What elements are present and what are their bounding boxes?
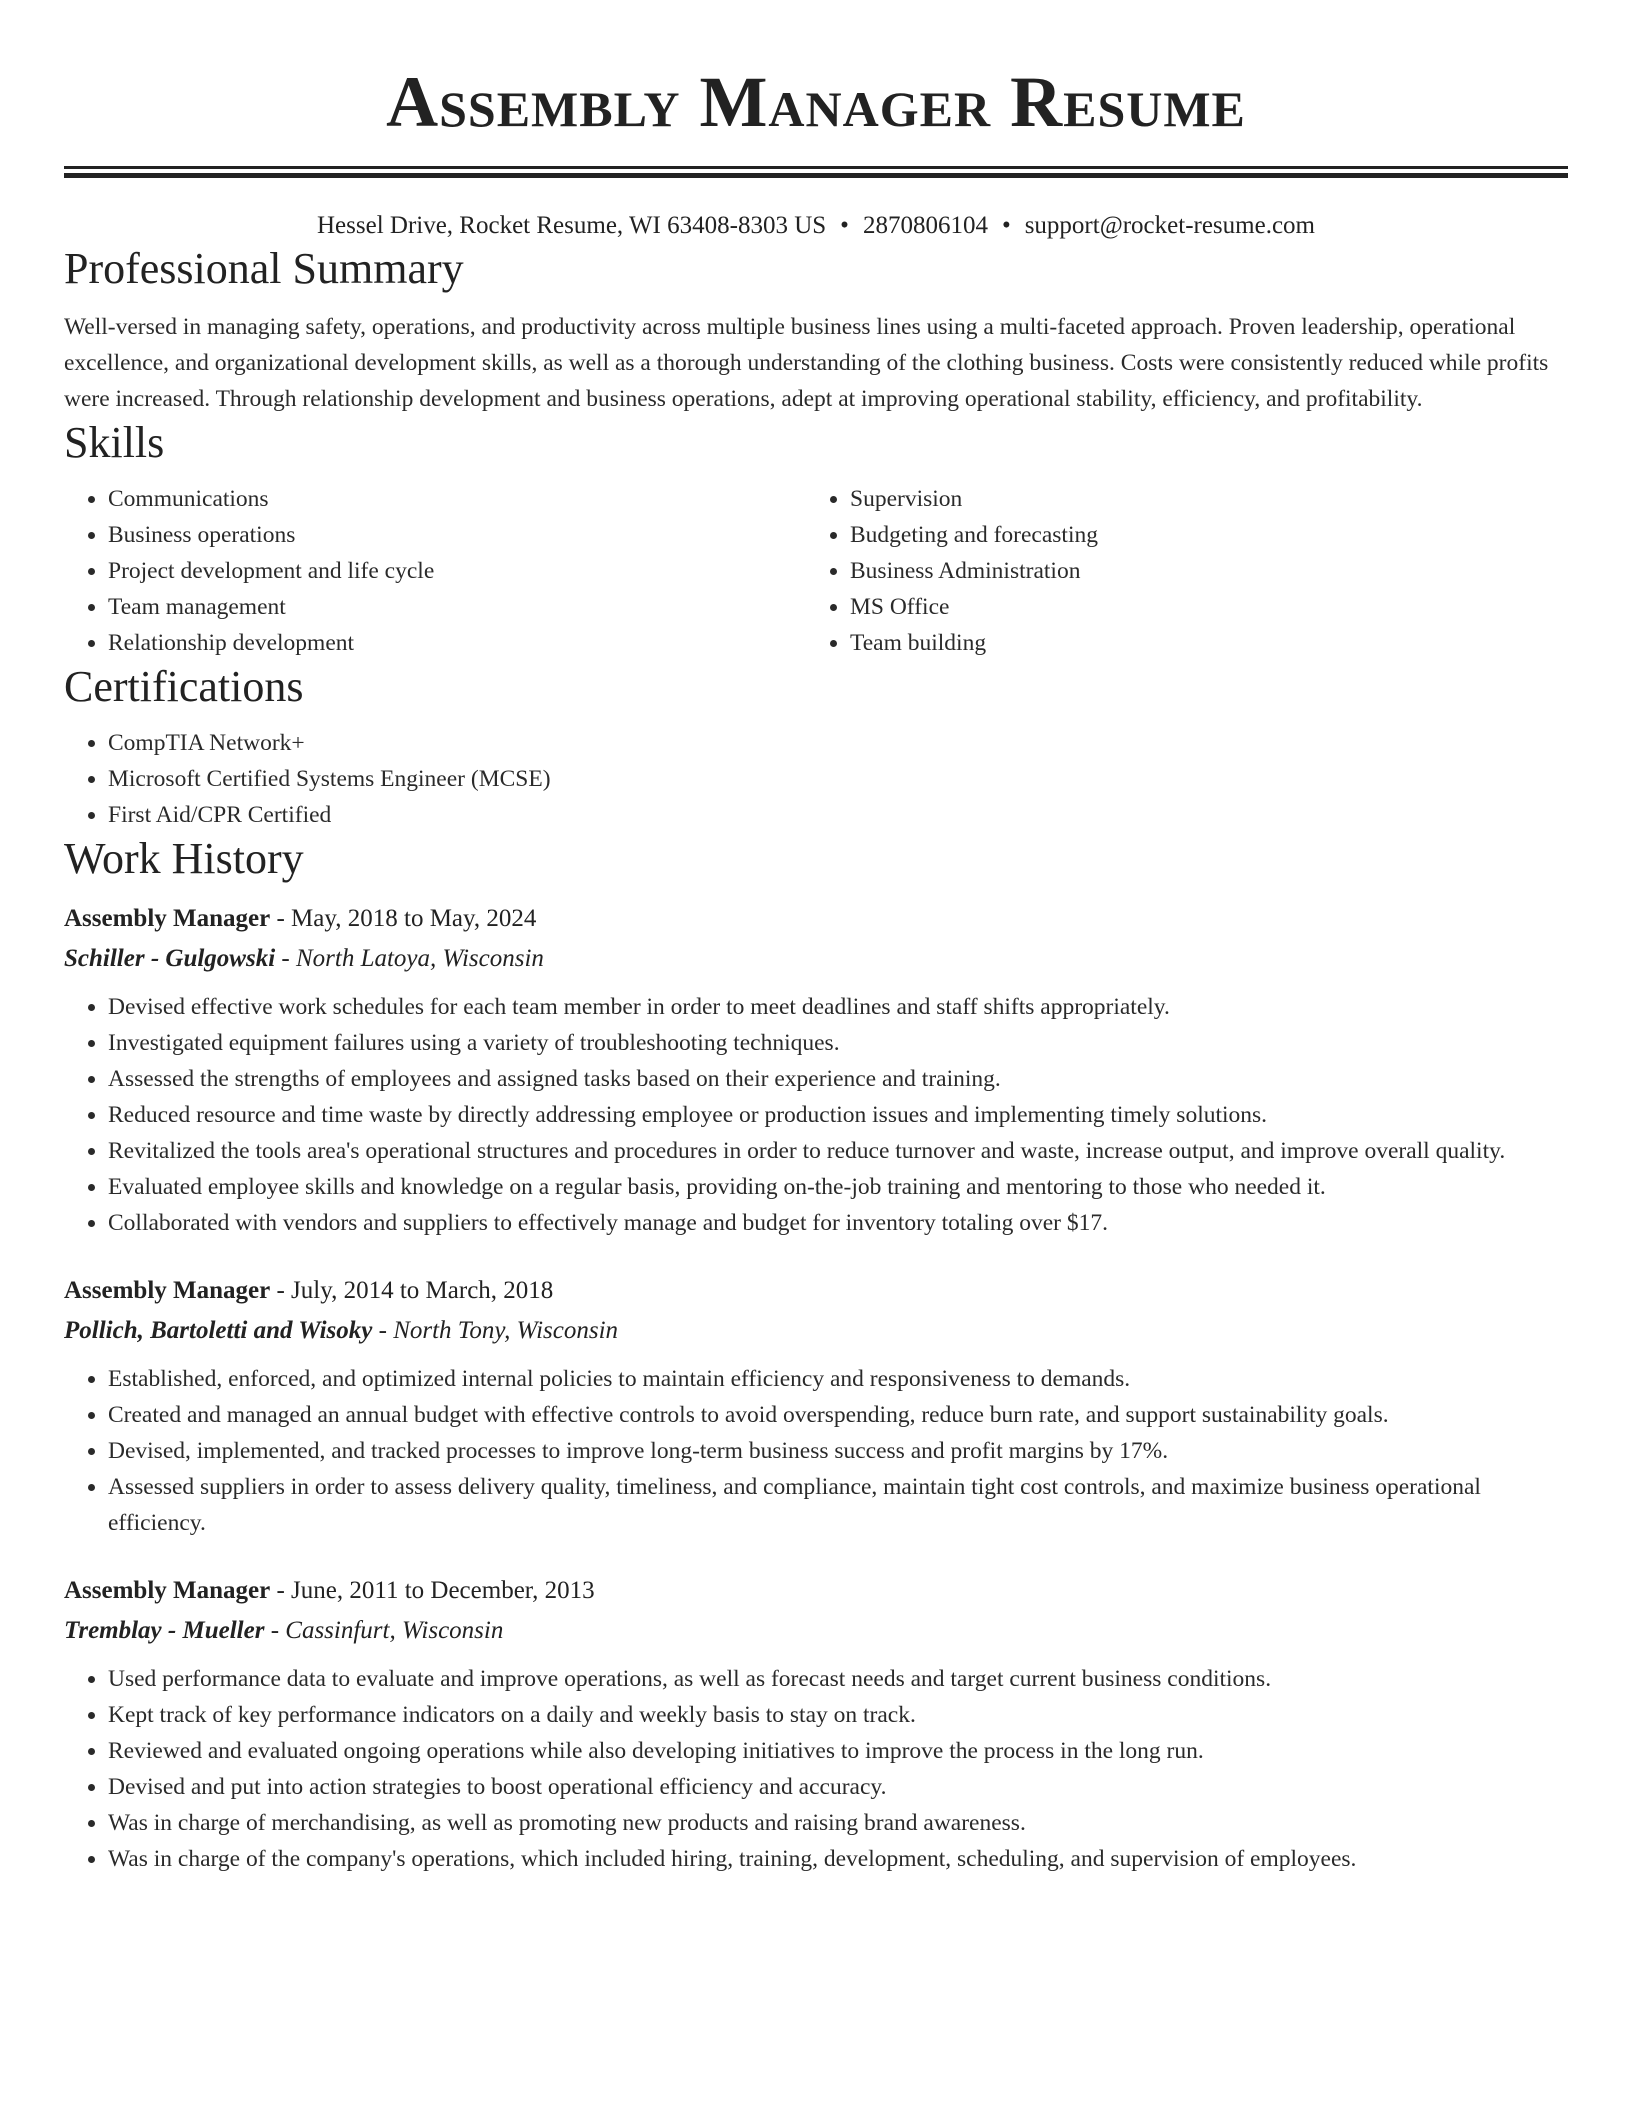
skill-item: • Business Administration	[850, 553, 1548, 589]
job-dates: - July, 2014 to March, 2018	[270, 1277, 554, 1304]
job-bullets	[64, 989, 1568, 1241]
skills-list-left	[64, 481, 806, 661]
job-company: Schiller - Gulgowski	[64, 945, 276, 972]
summary-heading: Professional Summary	[64, 244, 464, 293]
contact-line	[64, 209, 1568, 243]
job-bullet: • Created and managed an annual budget with effective controls to avoid overspending, reduce burn rate, and support sustainability goals.	[108, 1397, 1568, 1433]
job-bullet: • Revitalized the tools area's operational structures and procedures in order to reduce turnover and waste, increase output, and improve overall quality.	[108, 1133, 1568, 1169]
resume-title: Assembly Manager Resume	[386, 62, 1246, 142]
title-double-rule	[64, 166, 1568, 178]
job-bullet: • Assessed suppliers in order to assess delivery quality, timeliness, and compliance, maintain tight cost controls, and maximize business operational efficiency.	[108, 1469, 1568, 1541]
job-bullet: • Reviewed and evaluated ongoing operations while also developing initiatives to improve the process in the long run.	[108, 1733, 1568, 1769]
job-title: Assembly Manager	[64, 1277, 271, 1304]
job-bullet: • Devised and put into action strategies to boost operational efficiency and accuracy.	[108, 1769, 1568, 1805]
job-bullet: • Kept track of key performance indicators on a daily and weekly basis to stay on track.	[108, 1697, 1568, 1733]
job-bullet: • Reduced resource and time waste by directly addressing employee or production issues and implementing timely solutions.	[108, 1097, 1568, 1133]
certifications-list	[64, 725, 1568, 833]
job-company: Tremblay - Mueller	[64, 1617, 265, 1644]
skill-item: • Team management	[108, 589, 806, 625]
certification-item: • Microsoft Certified Systems Engineer (MCSE)	[108, 761, 1568, 797]
job-bullet: • Used performance data to evaluate and improve operations, as well as forecast needs and target current business conditions.	[108, 1661, 1568, 1697]
skills-heading: Skills	[64, 418, 165, 467]
contact-address: Hessel Drive, Rocket Resume, WI 63408-8303 US	[316, 212, 827, 239]
certification-item: • CompTIA Network+	[108, 725, 1568, 761]
job-bullet: • Assessed the strengths of employees and assigned tasks based on their experience and training.	[108, 1061, 1568, 1097]
contact-phone: 2870806104	[862, 212, 988, 239]
job-title-line	[64, 1271, 1568, 1311]
job-bullet: • Collaborated with vendors and suppliers to effectively manage and budget for inventory totaling over $17.	[108, 1205, 1568, 1241]
job-title-line	[64, 899, 1568, 939]
skills-columns	[64, 481, 1568, 661]
work-history-heading: Work History	[64, 834, 304, 883]
skill-item: • Budgeting and forecasting	[850, 517, 1548, 553]
job-bullets	[64, 1661, 1568, 1877]
job-entry	[64, 1271, 1568, 1541]
skill-item: • Team building	[850, 625, 1548, 661]
certification-item: • First Aid/CPR Certified	[108, 797, 1568, 833]
job-title: Assembly Manager	[64, 1577, 271, 1604]
contact-separator: •	[1001, 212, 1011, 239]
skill-item: • Project development and life cycle	[108, 553, 806, 589]
job-dates: - June, 2011 to December, 2013	[270, 1577, 595, 1604]
job-title: Assembly Manager	[64, 905, 271, 932]
job-location: - Cassinfurt, Wisconsin	[264, 1617, 504, 1644]
job-bullet: • Evaluated employee skills and knowledge on a regular basis, providing on-the-job training and mentoring to those who needed it.	[108, 1169, 1568, 1205]
skill-item: • Supervision	[850, 481, 1548, 517]
job-bullet: • Devised, implemented, and tracked processes to improve long-term business success and profit margins by 17%.	[108, 1433, 1568, 1469]
skill-item: • Business operations	[108, 517, 806, 553]
contact-email[interactable]: support@rocket-resume.com	[1024, 212, 1315, 239]
skill-item: • MS Office	[850, 589, 1548, 625]
job-bullet: • Was in charge of merchandising, as well as promoting new products and raising brand awareness.	[108, 1805, 1568, 1841]
job-bullet: • Was in charge of the company's operations, which included hiring, training, development, scheduling, and supervision of employees.	[108, 1841, 1568, 1877]
summary-text: Well-versed in managing safety, operations, and productivity across multiple business lines using a multi-faceted approach. Proven leadership, operational excellence, and organizational development skills, as well as a thorough understanding of the clothing business. Costs were consistently reduced while profits were increased. Through relationship development and business operations, adept at improving operational stability, efficiency, and profitability.	[64, 314, 1549, 412]
job-bullet: • Investigated equipment failures using a variety of troubleshooting techniques.	[108, 1025, 1568, 1061]
job-location: - North Tony, Wisconsin	[372, 1317, 619, 1344]
job-bullet: • Established, enforced, and optimized internal policies to maintain efficiency and responsiveness to demands.	[108, 1361, 1568, 1397]
job-company-line	[64, 939, 1568, 979]
skills-list-right	[806, 481, 1548, 661]
resume-page	[64, 0, 1568, 1877]
job-company-line	[64, 1611, 1568, 1651]
job-entry	[64, 899, 1568, 1241]
contact-separator: •	[840, 212, 849, 239]
job-bullets	[64, 1361, 1568, 1541]
job-bullet: • Devised effective work schedules for each team member in order to meet deadlines and staff shifts appropriately.	[108, 989, 1568, 1025]
job-dates: - May, 2018 to May, 2024	[270, 905, 537, 932]
job-company-line	[64, 1311, 1568, 1351]
job-title-line	[64, 1571, 1568, 1611]
job-entry	[64, 1571, 1568, 1877]
skill-item: • Relationship development	[108, 625, 806, 661]
job-company: Pollich, Bartoletti and Wisoky	[64, 1317, 373, 1344]
job-location: - North Latoya, Wisconsin	[275, 945, 544, 972]
skill-item: • Communications	[108, 481, 806, 517]
certifications-heading: Certifications	[64, 662, 304, 711]
